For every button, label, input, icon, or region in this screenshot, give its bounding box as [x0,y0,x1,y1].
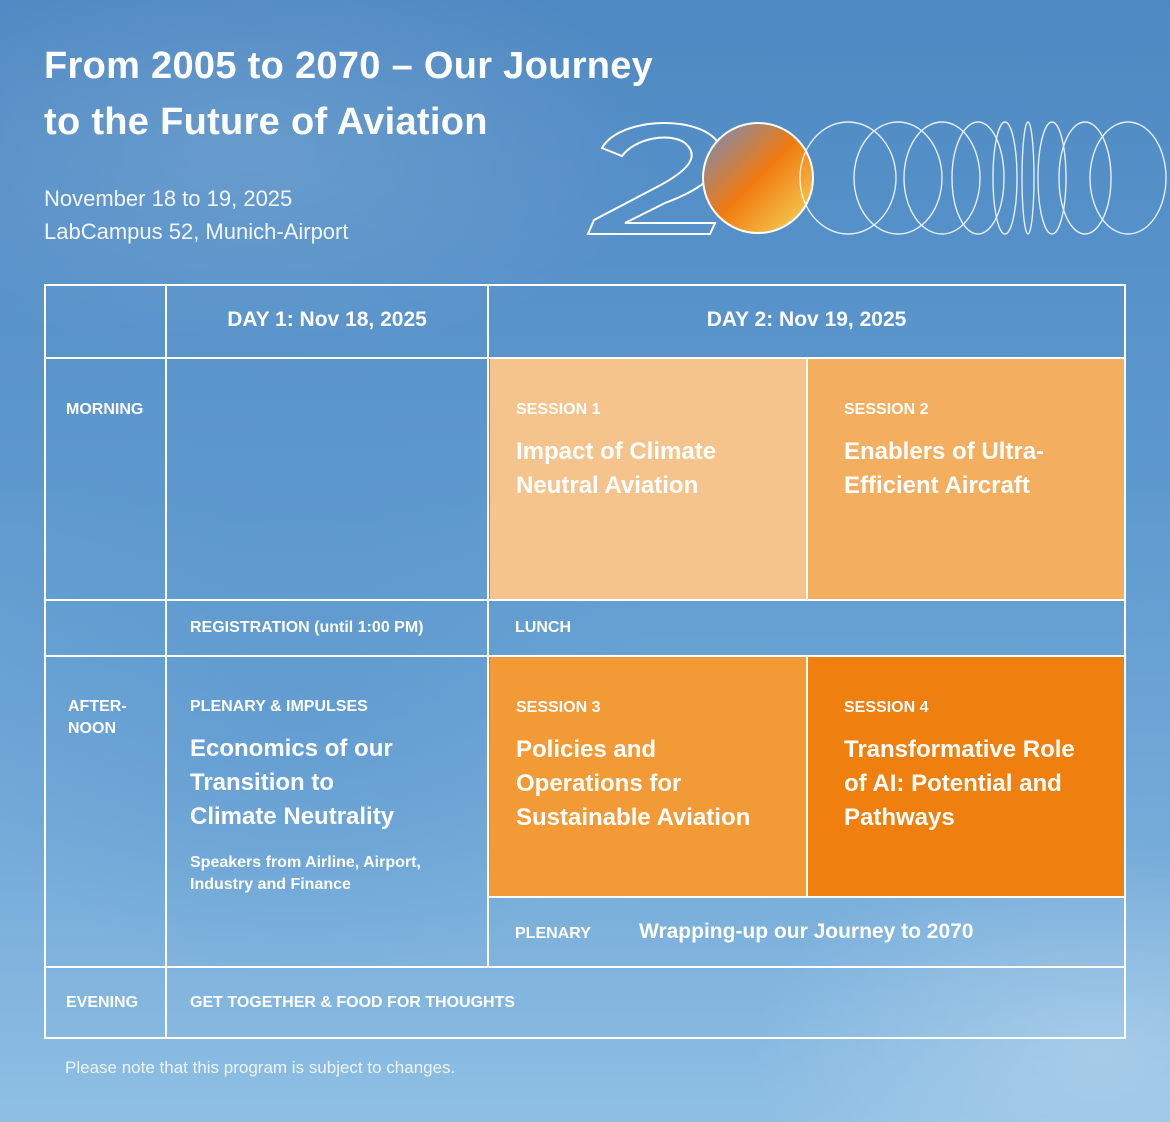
divider [806,358,808,599]
divider [46,599,1124,601]
session-title-line: Neutral Aviation [516,472,699,499]
session-label: SESSION 4 [844,699,929,716]
session-label: SESSION 3 [516,699,601,716]
session-2-block [808,359,1124,599]
speakers-line: Speakers from Airline, Airport, [190,854,421,871]
row-label-morning: MORNING [66,401,144,418]
divider [46,357,1124,359]
event-date: November 18 to 19, 2025 [44,186,293,211]
divider [165,286,167,1037]
plenary-label: PLENARY [515,925,591,942]
plenary-wrapup-text: Wrapping-up our Journey to 2070 [639,920,974,943]
day-2-header: DAY 2: Nov 19, 2025 [706,308,907,331]
registration-text: REGISTRATION (until 1:00 PM) [190,619,424,636]
anniversary-20-logo-icon [580,108,1170,242]
session-label: SESSION 2 [844,401,929,418]
plenary-impulses-block [190,696,480,896]
divider [46,966,1124,968]
event-location: LabCampus 52, Munich-Airport [44,219,349,244]
program-table [44,284,1126,1039]
plenary-title-line: Climate Neutrality [190,803,395,830]
plenary-impulses-label: PLENARY & IMPULSES [190,698,368,715]
session-title-line: Enablers of Ultra- [844,438,1045,465]
plenary-title-line: Transition to [190,769,334,796]
title-line-1: From 2005 to 2070 – Our Journey [44,45,654,87]
title-line-2: to the Future of Aviation [44,101,488,143]
session-3-block [490,657,808,897]
row-label-line: NOON [68,720,116,737]
session-title-line: Sustainable Aviation [516,804,751,831]
divider [487,896,1124,898]
row-label-afternoon [68,696,127,740]
divider [487,286,489,968]
session-label: SESSION 1 [516,401,601,418]
lunch-text: LUNCH [515,619,571,636]
session-1-block [490,359,808,599]
session-title-line: Pathways [844,804,955,831]
event-info [44,182,348,248]
evening-text: GET TOGETHER & FOOD FOR THOUGHTS [190,994,516,1011]
divider [806,656,808,897]
session-title-line: Efficient Aircraft [844,472,1030,499]
divider [46,655,1124,657]
session-title-line: Operations for [516,770,682,797]
session-title-line: of AI: Potential and [844,770,1062,797]
footer-note: Please note that this program is subject to changes. [65,1058,456,1077]
row-label-line: AFTER- [68,698,127,715]
session-4-block [808,657,1124,897]
session-title-line: Policies and [516,736,657,763]
row-label-evening: EVENING [66,994,139,1011]
session-title-line: Impact of Climate [516,438,717,465]
day-1-header: DAY 1: Nov 18, 2025 [227,308,427,331]
plenary-title-line: Economics of our [190,735,393,762]
session-title-line: Transformative Role [844,736,1075,763]
speakers-line: Industry and Finance [190,876,351,893]
